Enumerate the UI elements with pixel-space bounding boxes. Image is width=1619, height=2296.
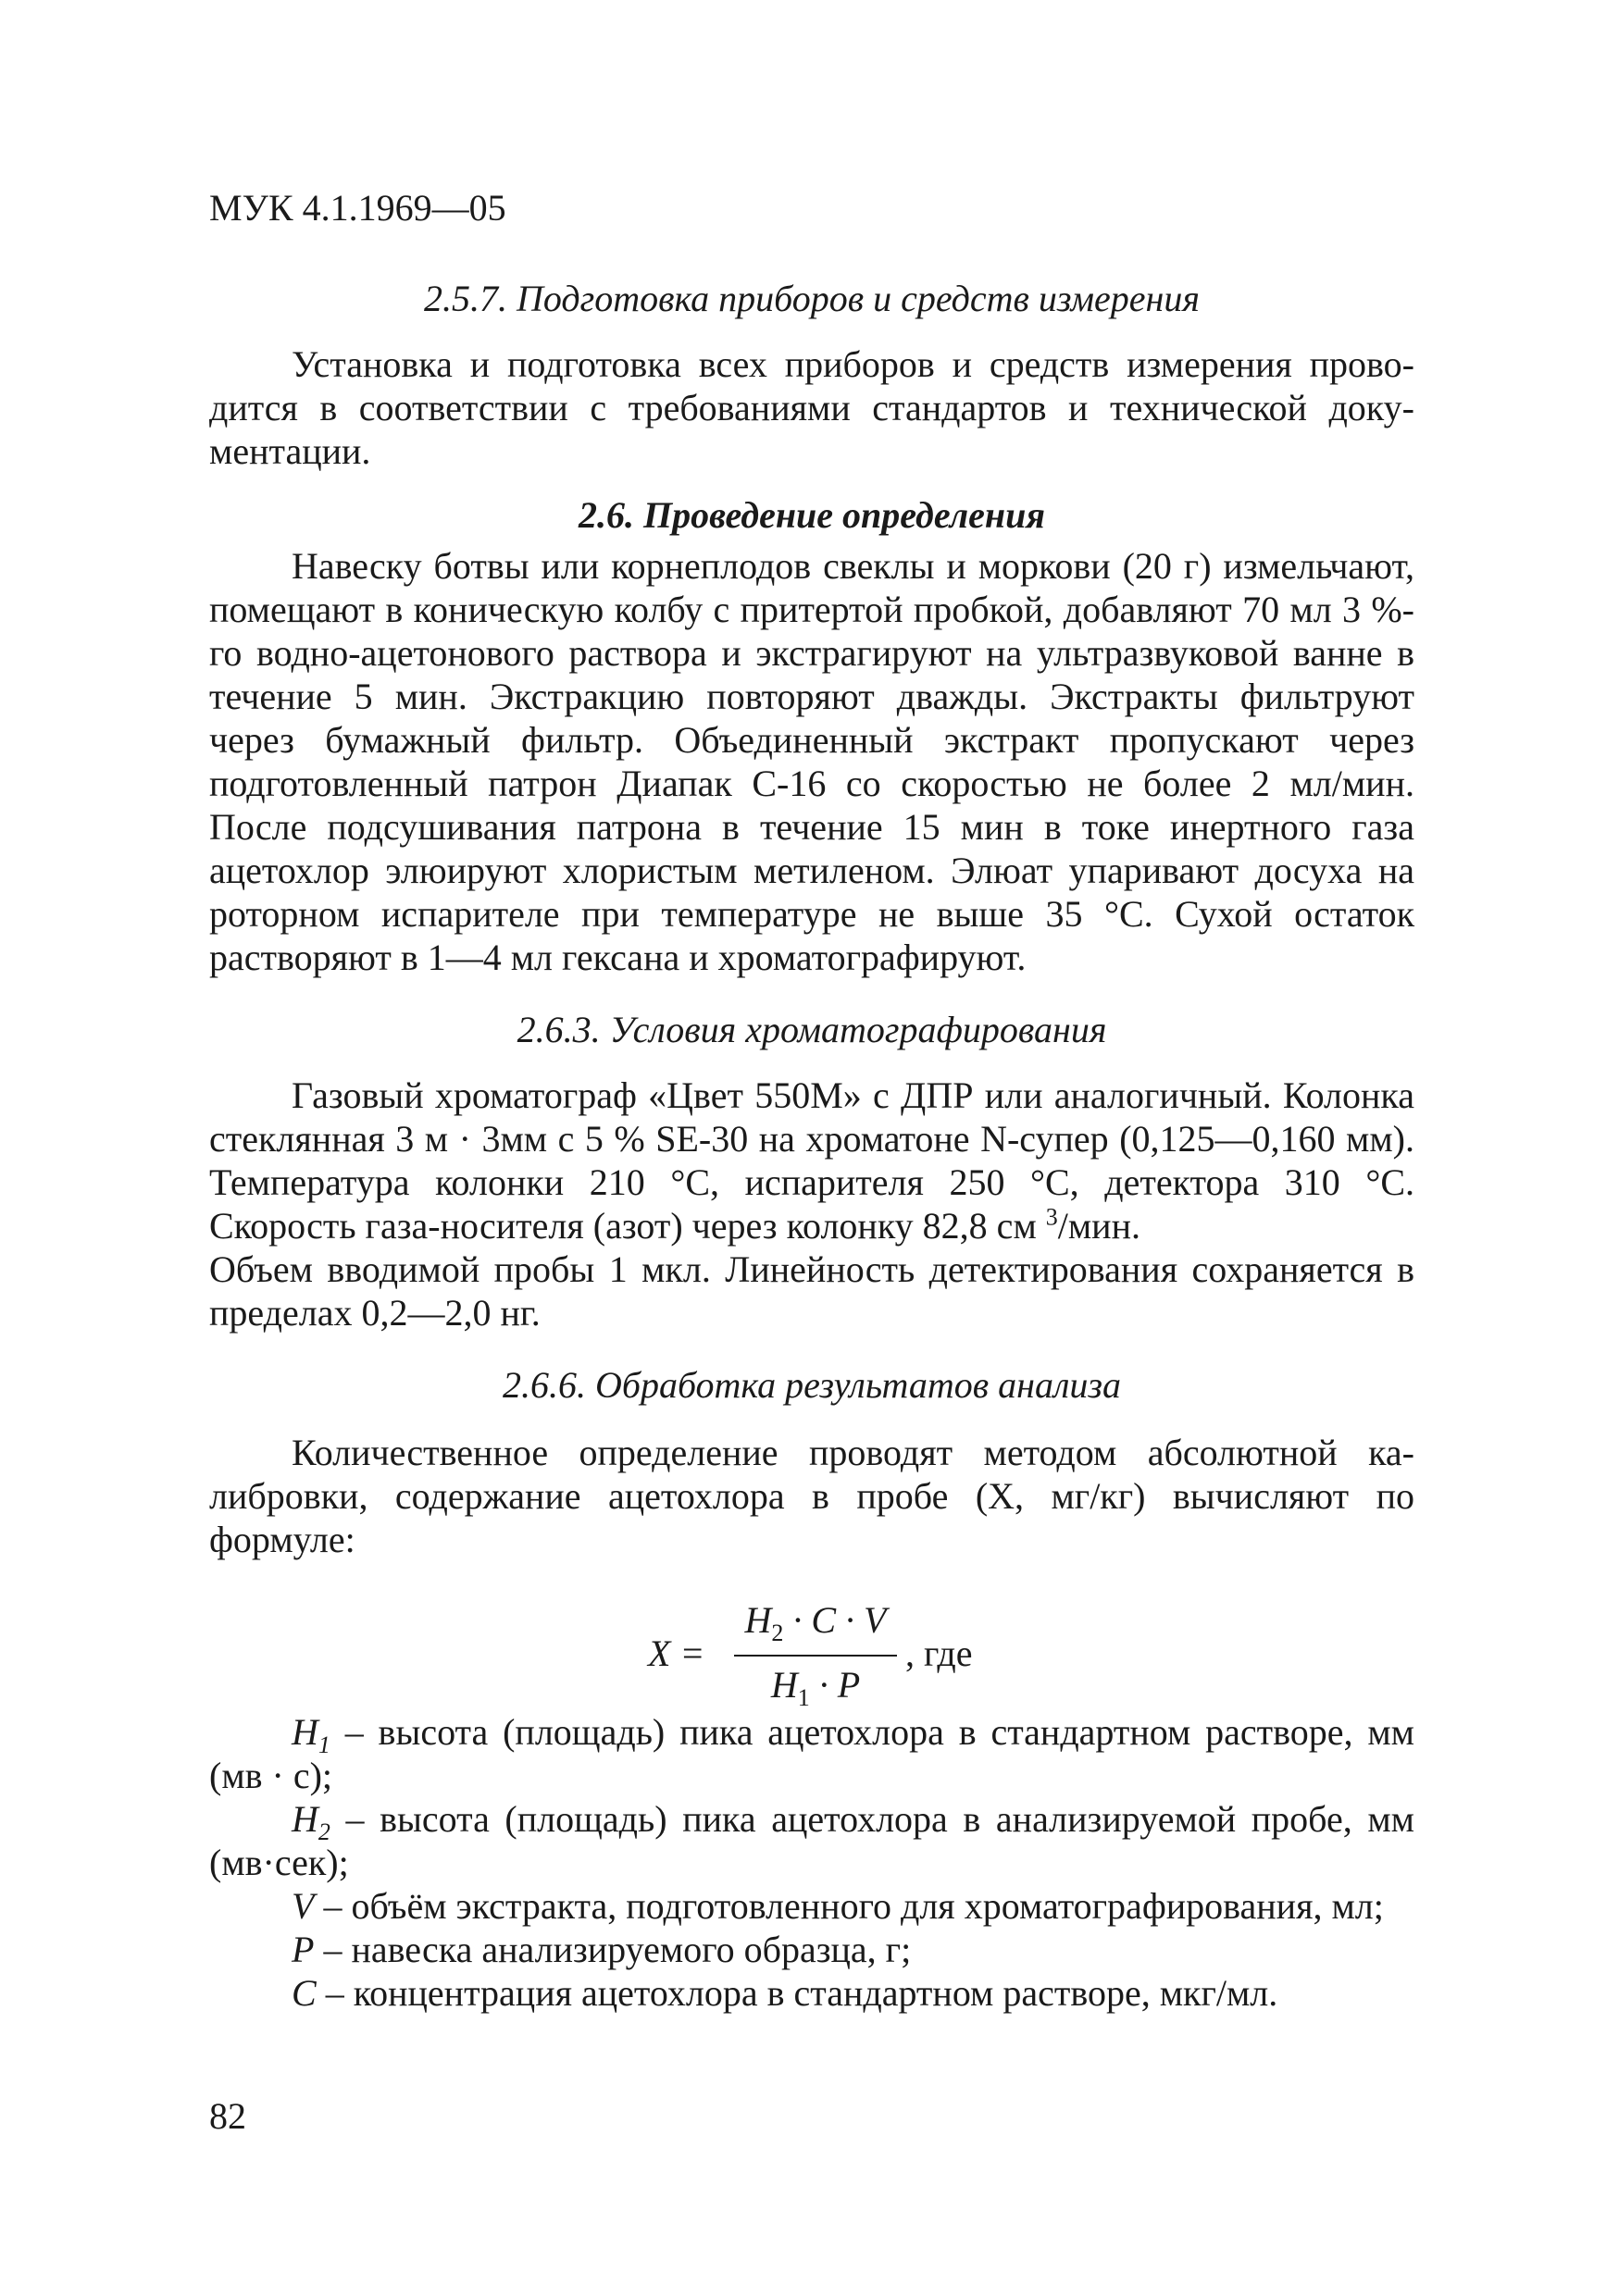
heading-2-5-7: 2.5.7. Подготовка приборов и средств измерения (424, 278, 1200, 319)
definition-symbol: С (292, 1972, 317, 2014)
fraction-bar (734, 1655, 897, 1657)
formula-fraction (734, 1594, 897, 1714)
definition-text: – концентрация ацетохлора в стандартном растворе, мкг/мл. (316, 1972, 1278, 2014)
definition-text: – высота (площадь) пика ацетохлора в анализируемой пробе, мм (мв·сек); (209, 1798, 1414, 1883)
definition-text: – высота (площадь) пика ацетохлора в стандартном растворе, мм (мв · с); (209, 1711, 1414, 1796)
definition-h1 (209, 1710, 1414, 1797)
formula-lhs: X = (648, 1632, 705, 1674)
formula-where: , где (905, 1632, 973, 1674)
definitions-list (209, 1710, 1414, 2015)
paragraph-2-6-3-part1: Газовый хроматограф «Цвет 550М» с ДПР или аналогичный. Колонка стеклянная 3 м · 3мм с 5 % SE-30 на хроматоне N-супер (0,125—0,160 мм). Температура колонки 210 °С, испарителя 250 °С, детектора 310 °С. Скорость газа-носителя (азот) через колонку 82,8 см (209, 1074, 1414, 1247)
running-header: МУК 4.1.1969—05 (209, 187, 506, 229)
formula-num-h: H (744, 1599, 772, 1641)
definition-subscript: 2 (318, 1818, 330, 1845)
page-number: 82 (209, 2095, 246, 2137)
formula-den-h: H (770, 1664, 798, 1706)
paragraph-2-6-3 (209, 1074, 1414, 1247)
formula-den-rest: · P (809, 1664, 861, 1706)
heading-2-6-3: 2.6.3. Условия хроматографирования (517, 1009, 1107, 1050)
formula-den-h-sub: 1 (797, 1684, 810, 1711)
formula-denominator (734, 1662, 897, 1711)
paragraph-2-6-6: Количественное определение проводят методом абсолютной калибровки, содержание ацетохлора в пробе (Х, мг/кг) вычисляют по формуле: (209, 1432, 1414, 1560)
definition-symbol: H (292, 1798, 318, 1840)
definition-v (209, 1884, 1414, 1928)
cubic-superscript: 3 (1045, 1203, 1058, 1231)
paragraph-2-5-7: Установка и подготовка всех приборов и средств измерения проводится в соответствии с требованиями стандартов и технической документации. (209, 343, 1414, 472)
definition-symbol: V (292, 1885, 315, 1927)
definition-c (209, 1971, 1414, 2015)
definition-symbol: Р (292, 1929, 315, 1970)
formula-num-rest: · C · V (783, 1599, 887, 1641)
formula-numerator (734, 1597, 897, 1644)
heading-2-6: 2.6. Проведение определения (578, 494, 1045, 536)
definition-text: – объём экстракта, подготовленного для хроматографирования, мл; (314, 1885, 1384, 1927)
paragraph-2-6-3-part2: /мин. (1057, 1205, 1140, 1247)
definition-text: – навеска анализируемого образца, г; (314, 1929, 912, 1970)
definition-h2 (209, 1797, 1414, 1884)
heading-2-6-6: 2.6.6. Обработка результатов анализа (502, 1364, 1122, 1406)
definition-p (209, 1928, 1414, 1971)
definition-subscript: 1 (318, 1731, 330, 1758)
formula-num-h-sub: 2 (771, 1620, 784, 1646)
paragraph-2-6: Навеску ботвы или корнеплодов свеклы и моркови (20 г) измельчают, помещают в коническую колбу с притертой пробкой, добавляют 70 мл 3 %-го водно-ацетонового раствора и экстрагируют на ультразвуковой ванне в течение 5 мин. Экстракцию повторяют дважды. Экстракты фильтруют через бумажный фильтр. Объединенный экстракт пропускают через подготовленный патрон Диапак С-16 со скоростью не более 2 мл/мин. После подсушивания патрона в течение 15 мин в токе инертного газа ацетохлор элюируют хлористым метиленом. Элюат упаривают досуха на роторном испарителе при температуре не выше 35 °С. Сухой остаток растворяют в 1—4 мл гексана и хроматографируют. (209, 545, 1414, 978)
formula-block (0, 1594, 1619, 1714)
paragraph-2-6-3-line2: Объем вводимой пробы 1 мкл. Линейность детектирования сохраняется в пределах 0,2—2,0 нг. (209, 1248, 1414, 1334)
definition-symbol: H (292, 1711, 318, 1753)
